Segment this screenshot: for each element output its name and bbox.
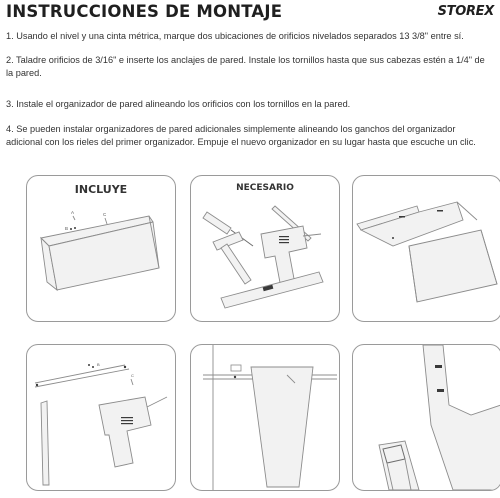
includes-title: INCLUYE <box>74 183 128 196</box>
drilling-panel <box>26 344 176 491</box>
callout-c-label-2: C <box>131 373 134 378</box>
mounting-illustration <box>191 345 339 490</box>
callout-a-label: A <box>71 210 75 215</box>
required-title: NECESARIO <box>236 183 294 193</box>
step-1-text: 1. Usando el nivel y una cinta métrica, marque dos ubicaciones de orificios nivelados separados 13 3/8" entre sí. <box>6 31 464 41</box>
callout-b-label-2: B <box>97 362 100 367</box>
mounting-panel <box>190 344 340 491</box>
stacked-organizers-panel <box>352 175 500 322</box>
stacked-organizer-illustration <box>353 176 500 321</box>
step-2-text: 2. Taladre orificios de 3/16" e inserte los anclajes de pared. Instale los tornillos hasta que sus cabezas estén a 1/4" de la pared. <box>6 55 485 78</box>
includes-panel <box>26 175 176 322</box>
callout-c-label: C <box>103 212 107 217</box>
clip-detail-panel <box>352 344 500 491</box>
callout-b-label: B <box>65 226 69 231</box>
clip-detail-illustration <box>353 345 500 490</box>
step-4-text: 4. Se pueden instalar organizadores de pared adicionales simplemente alineando los ganchos del organizador adicional con los rieles del primer organizador. Empuje el nuevo organizador en su lugar hasta que escuche un clic. <box>6 124 476 147</box>
organizer-illustration <box>27 176 175 321</box>
page-title: INSTRUCCIONES DE MONTAJE <box>6 2 283 21</box>
required-tools-panel <box>190 175 340 322</box>
tools-illustration <box>191 176 339 321</box>
drilling-illustration <box>27 345 175 490</box>
step-3-text: 3. Instale el organizador de pared alineando los orificios con los tornillos en la pared. <box>6 99 351 109</box>
brand-logo: STOREX <box>437 4 494 19</box>
